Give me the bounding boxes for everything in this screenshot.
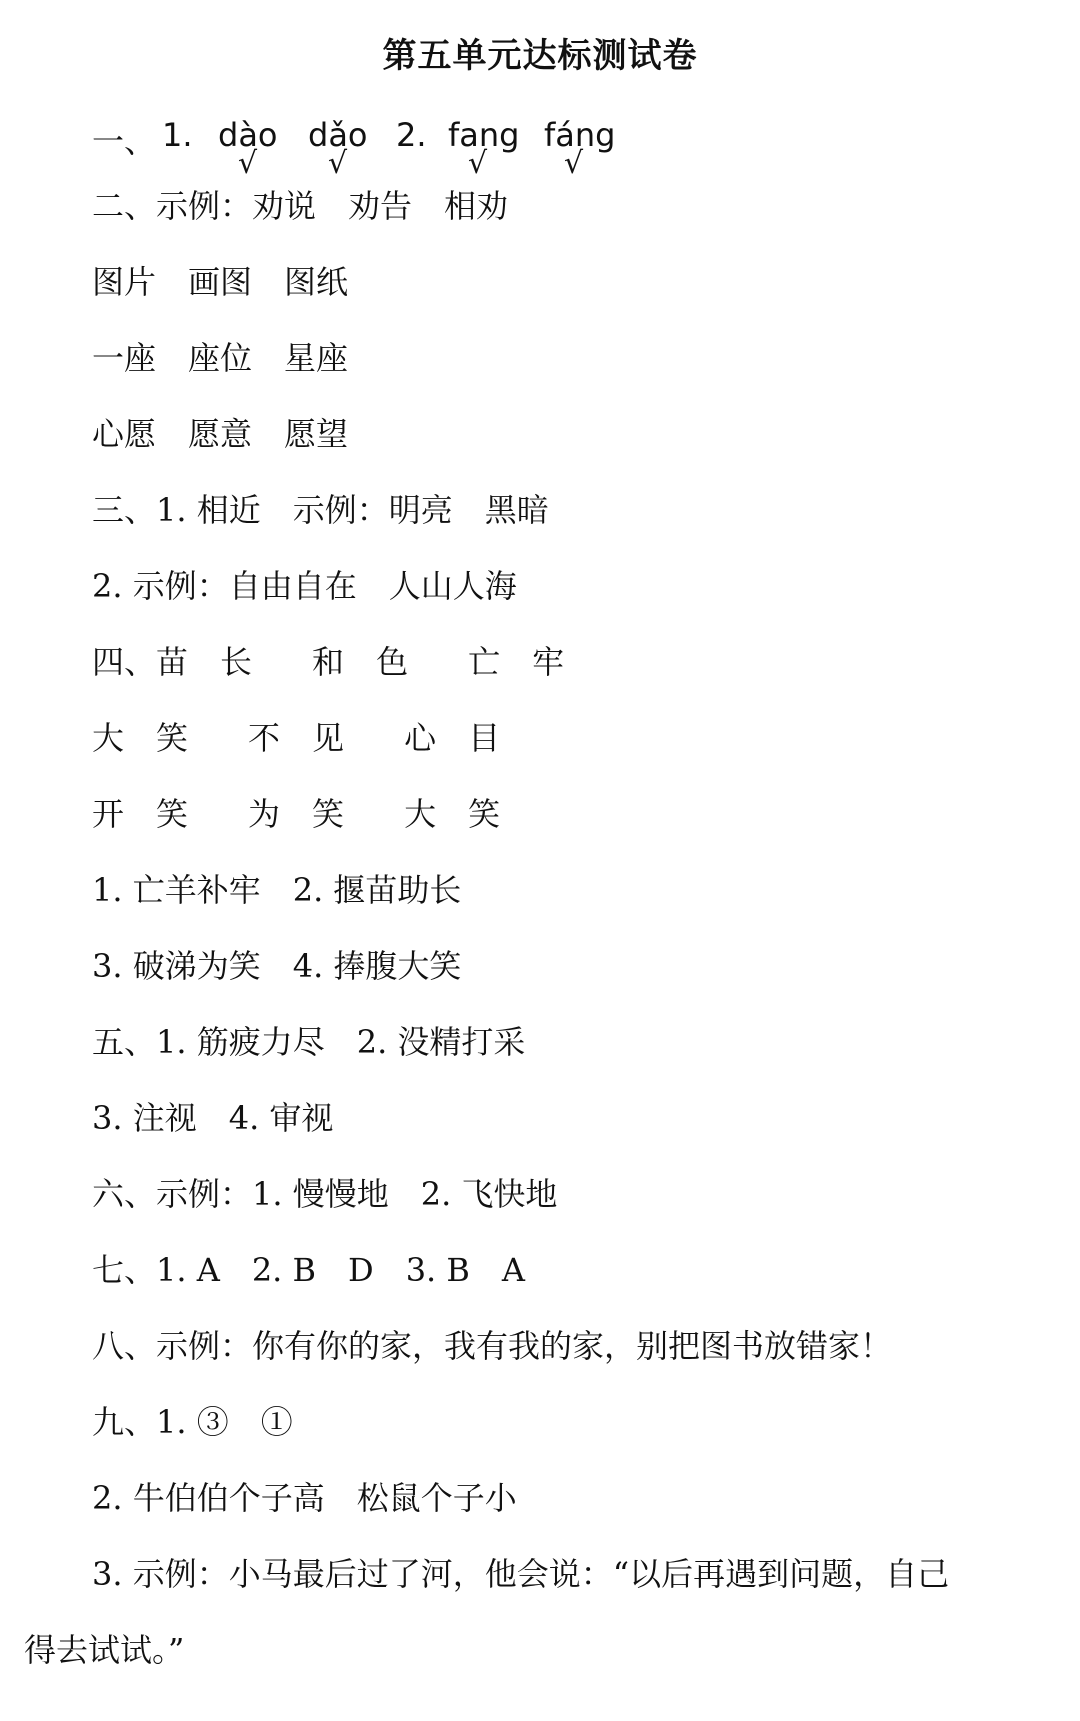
- idiom-char: 笑: [156, 719, 189, 757]
- check-mark-icon: √: [238, 146, 258, 181]
- section-5-line-1: 五、1. 筋疲力尽 2. 没精打采: [92, 1023, 526, 1061]
- idiom-char: 不: [248, 719, 281, 757]
- idiom-char: 开: [92, 795, 125, 833]
- idiom-char: 目: [468, 719, 501, 757]
- section-4-label: 四、: [92, 643, 157, 681]
- idiom-char: 见: [312, 719, 345, 757]
- idiom-char: 亡: [468, 643, 501, 681]
- check-mark-icon: √: [564, 146, 584, 181]
- question-1-number: 1.: [162, 116, 193, 154]
- pinyin-fang2: fáng: [544, 116, 616, 154]
- section-4-row-1: [92, 642, 564, 682]
- idiom-char: 色: [376, 643, 409, 681]
- idiom-char: 笑: [312, 795, 345, 833]
- idiom-char: 牢: [532, 643, 565, 681]
- idiom-char: 和: [312, 643, 345, 681]
- pinyin-dao3: dǎo: [308, 116, 368, 154]
- section-4-row-3: [92, 794, 500, 834]
- section-4-line-4: 1. 亡羊补牢 2. 揠苗助长: [92, 871, 462, 909]
- section-3-line-2: 2. 示例：自由自在 人山人海: [92, 567, 517, 605]
- idiom-char: 大: [92, 719, 125, 757]
- section-4-line-5: 3. 破涕为笑 4. 捧腹大笑: [92, 947, 462, 985]
- check-mark-icon: √: [468, 146, 488, 181]
- idiom-char: 长: [220, 643, 253, 681]
- section-1-label: 一、: [92, 122, 157, 160]
- section-9-line-3: 3. 示例：小马最后过了河，他会说：“以后再遇到问题，自己: [92, 1555, 950, 1593]
- section-3-line-1: 三、1. 相近 示例：明亮 黑暗: [92, 491, 549, 529]
- section-2-line-3: 一座 座位 星座: [92, 339, 349, 377]
- idiom-char: 笑: [156, 795, 189, 833]
- idiom-char: 心: [404, 719, 437, 757]
- section-9-line-4: 得去试试。”: [24, 1631, 185, 1669]
- section-9-line-2: 2. 牛伯伯个子高 松鼠个子小: [92, 1479, 517, 1517]
- section-1-pinyin: [92, 116, 792, 196]
- section-8-line-1: 八、示例：你有你的家，我有我的家，别把图书放错家！: [92, 1327, 893, 1365]
- page-title: 第五单元达标测试卷: [382, 36, 698, 76]
- section-2-line-1: 二、示例：劝说 劝告 相劝: [92, 187, 509, 225]
- section-7-line-1: 七、1. A 2. B D 3. B A: [92, 1251, 526, 1289]
- section-2-line-4: 心愿 愿意 愿望: [92, 415, 349, 453]
- idiom-char: 笑: [468, 795, 501, 833]
- section-2-line-2: 图片 画图 图纸: [92, 263, 349, 301]
- idiom-char: 为: [248, 795, 281, 833]
- section-5-line-2: 3. 注视 4. 审视: [92, 1099, 334, 1137]
- section-9-line-1: 九、1. ③ ①: [92, 1403, 293, 1441]
- question-2-number: 2.: [396, 116, 427, 154]
- idiom-char: 大: [404, 795, 437, 833]
- idiom-char: 苗: [156, 643, 189, 681]
- section-4-row-2: [92, 718, 500, 758]
- pinyin-dao4: dào: [218, 116, 278, 154]
- check-mark-icon: √: [328, 146, 348, 181]
- pinyin-fang: fang: [448, 116, 520, 154]
- section-6-line-1: 六、示例：1. 慢慢地 2. 飞快地: [92, 1175, 558, 1213]
